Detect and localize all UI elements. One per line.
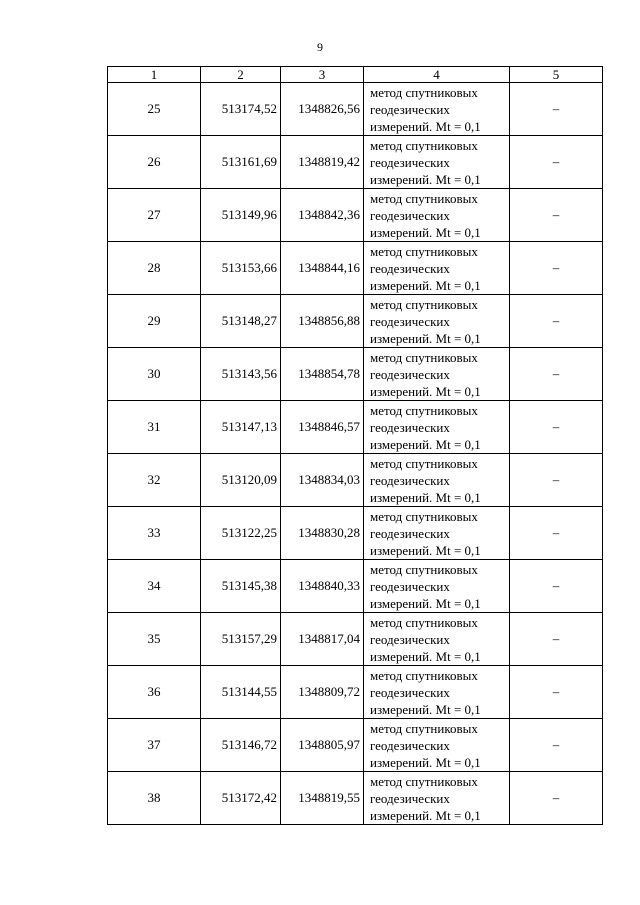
y-coordinate-cell: 1348834,03	[281, 454, 364, 507]
y-coordinate-cell: 1348819,55	[281, 772, 364, 825]
method-line: измерений. Mt = 0,1	[370, 118, 481, 134]
method-cell	[364, 83, 510, 136]
table-row	[108, 666, 603, 719]
method-line: геодезических	[370, 737, 450, 753]
method-line: измерений. Mt = 0,1	[370, 595, 481, 611]
method-line: измерений. Mt = 0,1	[370, 648, 481, 664]
method-line: измерений. Mt = 0,1	[370, 542, 481, 558]
point-number-cell: 28	[108, 242, 201, 295]
method-line: метод спутниковых	[370, 508, 478, 524]
method-cell	[364, 666, 510, 719]
coordinates-table	[107, 66, 603, 825]
y-coordinate-cell: 1348830,28	[281, 507, 364, 560]
point-number-cell: 31	[108, 401, 201, 454]
x-coordinate-cell: 513172,42	[201, 772, 281, 825]
point-number-cell: 26	[108, 136, 201, 189]
method-line: измерений. Mt = 0,1	[370, 330, 481, 346]
note-cell: –	[510, 507, 603, 560]
method-cell	[364, 242, 510, 295]
point-number-cell: 38	[108, 772, 201, 825]
x-coordinate-cell: 513148,27	[201, 295, 281, 348]
x-coordinate-cell: 513120,09	[201, 454, 281, 507]
method-line: метод спутниковых	[370, 349, 478, 365]
point-number-cell: 30	[108, 348, 201, 401]
method-line: метод спутниковых	[370, 402, 478, 418]
column-header: 4	[364, 67, 510, 83]
method-line: метод спутниковых	[370, 561, 478, 577]
table-row	[108, 295, 603, 348]
x-coordinate-cell: 513145,38	[201, 560, 281, 613]
method-line: геодезических	[370, 101, 450, 117]
x-coordinate-cell: 513144,55	[201, 666, 281, 719]
point-number-cell: 29	[108, 295, 201, 348]
method-line: геодезических	[370, 631, 450, 647]
method-cell	[364, 454, 510, 507]
method-line: измерений. Mt = 0,1	[370, 489, 481, 505]
note-cell: –	[510, 772, 603, 825]
method-line: геодезических	[370, 525, 450, 541]
note-cell: –	[510, 560, 603, 613]
table-row	[108, 242, 603, 295]
method-line: метод спутниковых	[370, 614, 478, 630]
note-cell: –	[510, 189, 603, 242]
method-line: геодезических	[370, 154, 450, 170]
method-line: измерений. Mt = 0,1	[370, 436, 481, 452]
y-coordinate-cell: 1348817,04	[281, 613, 364, 666]
method-line: измерений. Mt = 0,1	[370, 754, 481, 770]
method-line: геодезических	[370, 260, 450, 276]
note-cell: –	[510, 295, 603, 348]
y-coordinate-cell: 1348809,72	[281, 666, 364, 719]
point-number-cell: 34	[108, 560, 201, 613]
y-coordinate-cell: 1348819,42	[281, 136, 364, 189]
x-coordinate-cell: 513157,29	[201, 613, 281, 666]
point-number-cell: 25	[108, 83, 201, 136]
method-cell	[364, 348, 510, 401]
y-coordinate-cell: 1348854,78	[281, 348, 364, 401]
note-cell: –	[510, 83, 603, 136]
x-coordinate-cell: 513147,13	[201, 401, 281, 454]
column-header: 1	[108, 67, 201, 83]
y-coordinate-cell: 1348856,88	[281, 295, 364, 348]
column-header: 3	[281, 67, 364, 83]
method-line: метод спутниковых	[370, 243, 478, 259]
table-row	[108, 560, 603, 613]
note-cell: –	[510, 348, 603, 401]
y-coordinate-cell: 1348844,16	[281, 242, 364, 295]
table-row	[108, 454, 603, 507]
method-line: измерений. Mt = 0,1	[370, 807, 481, 823]
point-number-cell: 27	[108, 189, 201, 242]
method-cell	[364, 772, 510, 825]
note-cell: –	[510, 666, 603, 719]
point-number-cell: 36	[108, 666, 201, 719]
method-cell	[364, 189, 510, 242]
note-cell: –	[510, 242, 603, 295]
method-cell	[364, 613, 510, 666]
table-row	[108, 348, 603, 401]
page-number: 9	[317, 40, 323, 54]
table-body	[108, 83, 603, 825]
x-coordinate-cell: 513143,56	[201, 348, 281, 401]
table-row	[108, 189, 603, 242]
method-line: метод спутниковых	[370, 773, 478, 789]
note-cell: –	[510, 454, 603, 507]
method-cell	[364, 295, 510, 348]
method-line: измерений. Mt = 0,1	[370, 383, 481, 399]
note-cell: –	[510, 401, 603, 454]
x-coordinate-cell: 513122,25	[201, 507, 281, 560]
method-line: измерений. Mt = 0,1	[370, 701, 481, 717]
table-row	[108, 772, 603, 825]
method-line: геодезических	[370, 684, 450, 700]
y-coordinate-cell: 1348805,97	[281, 719, 364, 772]
table-row	[108, 136, 603, 189]
table-row	[108, 719, 603, 772]
x-coordinate-cell: 513174,52	[201, 83, 281, 136]
y-coordinate-cell: 1348840,33	[281, 560, 364, 613]
method-line: метод спутниковых	[370, 190, 478, 206]
column-header: 2	[201, 67, 281, 83]
method-cell	[364, 560, 510, 613]
method-cell	[364, 719, 510, 772]
method-line: метод спутниковых	[370, 455, 478, 471]
x-coordinate-cell: 513149,96	[201, 189, 281, 242]
method-line: метод спутниковых	[370, 296, 478, 312]
method-cell	[364, 507, 510, 560]
table-row	[108, 83, 603, 136]
point-number-cell: 33	[108, 507, 201, 560]
table-row	[108, 507, 603, 560]
note-cell: –	[510, 613, 603, 666]
method-line: геодезических	[370, 313, 450, 329]
column-header: 5	[510, 67, 603, 83]
method-line: геодезических	[370, 472, 450, 488]
note-cell: –	[510, 136, 603, 189]
x-coordinate-cell: 513146,72	[201, 719, 281, 772]
method-line: геодезических	[370, 790, 450, 806]
table-header-row	[108, 67, 603, 83]
method-line: геодезических	[370, 207, 450, 223]
method-line: геодезических	[370, 419, 450, 435]
method-line: метод спутниковых	[370, 720, 478, 736]
method-cell	[364, 401, 510, 454]
method-cell	[364, 136, 510, 189]
point-number-cell: 37	[108, 719, 201, 772]
method-line: измерений. Mt = 0,1	[370, 224, 481, 240]
method-line: геодезических	[370, 578, 450, 594]
method-line: измерений. Mt = 0,1	[370, 277, 481, 293]
point-number-cell: 35	[108, 613, 201, 666]
method-line: метод спутниковых	[370, 84, 478, 100]
table-row	[108, 613, 603, 666]
table-row	[108, 401, 603, 454]
y-coordinate-cell: 1348846,57	[281, 401, 364, 454]
y-coordinate-cell: 1348826,56	[281, 83, 364, 136]
method-line: измерений. Mt = 0,1	[370, 171, 481, 187]
x-coordinate-cell: 513153,66	[201, 242, 281, 295]
method-line: геодезических	[370, 366, 450, 382]
note-cell: –	[510, 719, 603, 772]
method-line: метод спутниковых	[370, 667, 478, 683]
method-line: метод спутниковых	[370, 137, 478, 153]
y-coordinate-cell: 1348842,36	[281, 189, 364, 242]
point-number-cell: 32	[108, 454, 201, 507]
x-coordinate-cell: 513161,69	[201, 136, 281, 189]
